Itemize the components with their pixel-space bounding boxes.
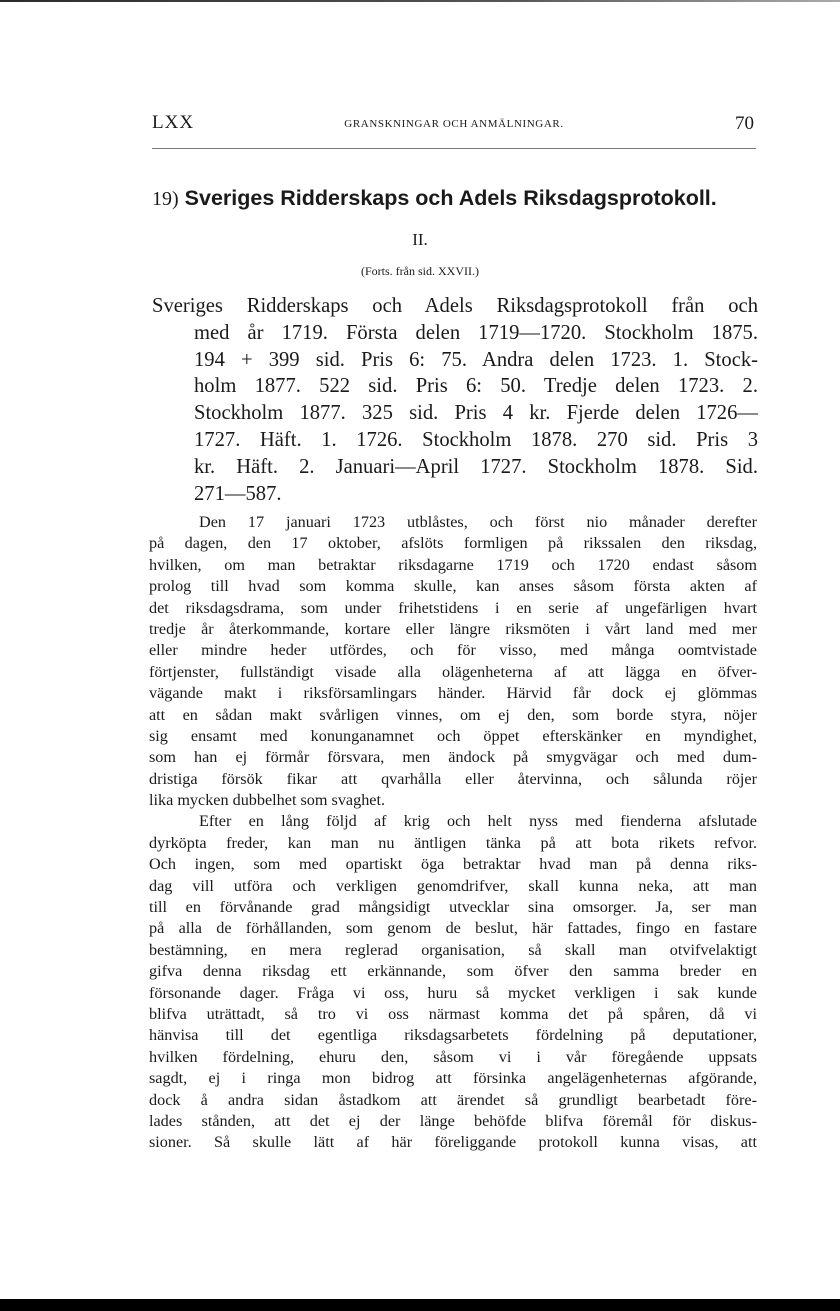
- article-number: 19): [152, 188, 179, 210]
- body-line: hvilken, om man betraktar riksdagarne 1719 och 1720 endast såsom: [149, 555, 757, 574]
- body-line: eller mindre heder utfördes, och för visso, med många oomtvistade: [149, 641, 757, 660]
- body-line: sioner. Så skulle lätt af här föreliggande protokoll kunna visas, att: [149, 1133, 757, 1152]
- bib-line: 194 + 399 sid. Pris 6: 75. Andra delen 1723. 1. Stock-: [194, 348, 758, 371]
- body-line: det riksdagsdrama, som under frihetstidens i en serie af ungefärligen hvart: [149, 598, 757, 617]
- article-title: [152, 186, 756, 211]
- part-number: II.: [412, 230, 428, 249]
- header-rule: [152, 148, 756, 149]
- body-line: dag vill utföra och verkligen genomdrifver, skall kunna neka, att man: [149, 876, 757, 895]
- bib-line: 1727. Häft. 1. 1726. Stockholm 1878. 270 sid. Pris 3: [194, 428, 758, 451]
- body-line: sig ensamt med konunganamnet och öppet efterskänker en myndighet,: [149, 726, 757, 745]
- header-page-number: 70: [735, 113, 754, 134]
- body-line: försonande dager. Fråga vi oss, huru så mycket verkligen i sak kunde: [149, 983, 757, 1002]
- body-line: tredje år återkommande, kortare eller längre riksmöten i vårt land med mer: [149, 619, 757, 638]
- body-line: bestämning, en mera reglerad organisation, så skall man otvifvelaktigt: [149, 940, 757, 959]
- scan-bottom-edge: [0, 1299, 840, 1311]
- continuation-note: (Forts. från sid. XXVII.): [361, 264, 479, 278]
- body-line: Och ingen, som med opartiskt öga betraktar hvad man på denna riks-: [149, 855, 757, 874]
- article-title-text: Sveriges Ridderskaps och Adels Riksdagsprotokoll.: [184, 186, 717, 210]
- body-line: lades stånden, att det ej der länge behöfde blifva föremål för diskus-: [149, 1111, 757, 1130]
- header-section-title: GRANSKNINGAR OCH ANMÄLNINGAR.: [344, 118, 564, 130]
- body-line: blifva uträttadt, så tro vi oss närmast komma det på spåren, då vi: [149, 1004, 757, 1023]
- bib-line: Stockholm 1877. 325 sid. Pris 4 kr. Fjerde delen 1726—: [194, 402, 758, 425]
- scan-top-edge: [0, 0, 840, 2]
- body-line: på dagen, den 17 oktober, afslöts formligen på rikssalen den riksdag,: [149, 534, 757, 553]
- body-line: Efter en lång följd af krig och helt nyss med fienderna afslutade: [199, 812, 757, 831]
- bib-line: 271—587.: [194, 482, 282, 505]
- body-line: lika mycken dubbelhet som svaghet.: [149, 791, 386, 810]
- bib-line: kr. Häft. 2. Januari—April 1727. Stockholm 1878. Sid.: [194, 455, 758, 478]
- body-line: som han ej förmår försvara, men ändock på smygvägar och med dum-: [149, 748, 757, 767]
- body-line: sagdt, ej i ringa mon bidrog att försinka angelägenheternas afgörande,: [149, 1069, 757, 1088]
- body-text: [149, 512, 757, 1154]
- body-line: Den 17 januari 1723 utblåstes, och först nio månader derefter: [199, 513, 757, 531]
- bib-line: holm 1877. 522 sid. Pris 6: 50. Tredje delen 1723. 2.: [194, 375, 758, 398]
- body-line: förtjenster, fullständigt visade alla olägenheterna af att lägga en öfver-: [149, 662, 757, 681]
- body-line: gifva denna riksdag ett erkännande, som öfver den samma breder en: [149, 962, 757, 981]
- body-line: på alla de förhållanden, som genom de beslut, här fattades, fingo en fastare: [149, 919, 757, 938]
- bib-line: med år 1719. Första delen 1719—1720. Stockholm 1875.: [194, 321, 758, 344]
- body-line: vägande makt i riksförsamlingars händer. Härvid får dock ej glömmas: [149, 684, 757, 703]
- body-line: att en sådan makt svårligen vinnes, om ej den, som borde styra, nöjer: [149, 705, 757, 724]
- body-line: till en förvånande grad mångsidigt utvecklar sina omsorger. Ja, ser man: [149, 898, 757, 917]
- body-line: hvilken fördelning, ehuru den, såsom vi i vår föregående uppsats: [149, 1047, 757, 1066]
- header-roman-page-number: LXX: [152, 112, 195, 133]
- body-line: dristiga försök fikar att qvarhålla eller återvinna, och sålunda röjer: [149, 769, 757, 788]
- body-line: dock å andra sidan åstadkom att ärendet så grundligt bearbetadt före-: [149, 1090, 757, 1109]
- running-header: [152, 112, 756, 138]
- bibliographic-entry: [152, 293, 758, 507]
- body-line: prolog till hvad som komma skulle, kan anses såsom första akten af: [149, 577, 757, 596]
- bib-line: Sveriges Ridderskaps och Adels Riksdagsprotokoll från och: [152, 295, 758, 317]
- body-line: hänvisa till det egentliga riksdagsarbetets fördelning på deputationer,: [149, 1026, 757, 1045]
- body-line: dyrköpta freder, kan man nu äntligen tänka på att bota rikets refvor.: [149, 833, 757, 852]
